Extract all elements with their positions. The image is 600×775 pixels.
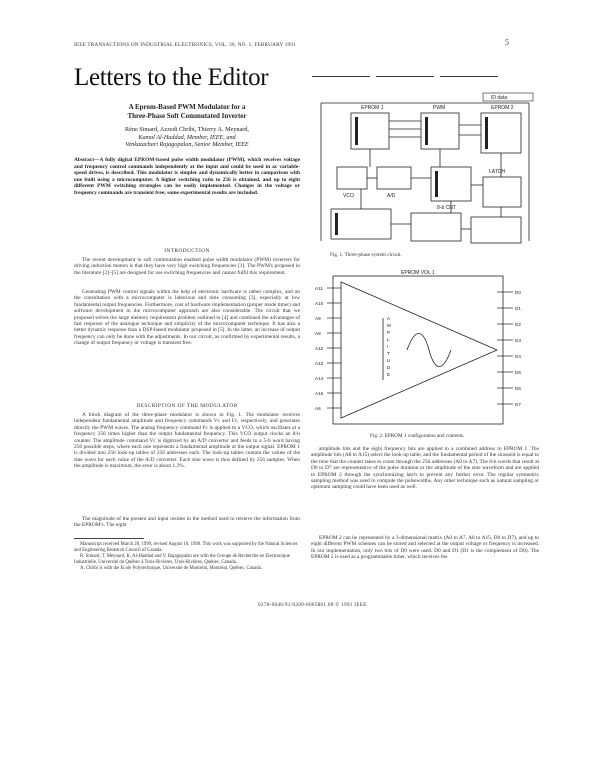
footnote-rule: [74, 538, 144, 539]
copyright-code: 0278-0046/91/0200-0005$01.00 © 1991 IEEE: [258, 602, 367, 608]
description-paragraph: The magnitude of the present and input resides in the method used to retrieve the information from the EPROM's. The eight: [74, 516, 300, 529]
author-line: Réne Simard, Azzedi Chribi, Thierry A. Meynard,: [125, 126, 249, 133]
fig2-input-label: A14: [315, 376, 324, 381]
description-paragraph: A block diagram of the three-phase modulator is shown in Fig. 1. The modulator receives independent fundamental amplitude and frequency commands Vc and Fc, respectively, and generates directly the PWM waves. The analog frequency command Fc is applied to a VCO, which oscillates at a frequency 256 times higher than the output fundamental frequency. This VCO output clocks an 8-b counter. The amplitude command Vc is digitized by an A/D converter and feeds to a 5-b word having 256 possible steps, where each one represents a fundamental amplitude at the output signal. EPROM 1 is divided into 256 look-up tables of 256 addresses each. The look-up tables contain the values of the sine wave for each value of the A/D converter. Each sine wave is thus defined by 256 samples. When the amplitude is maximum, the error is about 1.2%.: [74, 412, 300, 470]
fig2-output-label: D3: [515, 338, 521, 343]
fig2-input-label: A9: [315, 316, 321, 321]
paper-title-line: A Eprom-Based PWM Modulator for a: [128, 103, 246, 111]
fig2-inner-label: I: [387, 344, 389, 349]
footnote: R. Simard, T. Meynard, K. Al-Haddad and V. Rajagopalan are with the Groupe de Recherche en Electronique Industrielle, Université du Québec à Trois-Rivières, Trois-Rivières, Québec, Canada.: [74, 554, 290, 565]
eprom-outline: [333, 276, 503, 424]
output-block: [411, 213, 461, 241]
fig2-output-label: D5: [515, 370, 521, 375]
fig2-output-label: D0: [515, 290, 521, 295]
adc-block: [377, 167, 411, 189]
fig2-inner-label: T: [387, 351, 390, 356]
fig2-input-label: A8: [315, 331, 321, 336]
fig2-inner-label: P: [387, 330, 391, 335]
fig1-label-pwm: PWM: [433, 105, 446, 111]
fig2-output-label: D1: [515, 306, 521, 311]
fig2-inner-label: E: [387, 372, 391, 377]
right-column-paragraph: amplitude bits and the eight frequency bits are applied to a combined address to EPROM 1. The amplitude bits (A8 to A15) select the look-up table, and the fundamental period of the sinusoid is equal to the time that the counter takes to count through the 256 addresses (A0 to A7). The 8-b words that result at D0 to D7 are representative of the pulse duration or the amplitude of the sine waveform and are applied to EPROM 2 through the synchronizing latch to prevent any further error. The regular symmetric sampling method was used to compute the pulsewidths. Any other technique such as natural sampling or optimum sampling could have been used as well.: [311, 446, 540, 491]
title-rule: [376, 76, 434, 77]
fig2-block-label: EPROM VOL 1: [401, 270, 435, 276]
right-column-paragraph: EPROM 2 can be represented by a 3-dimensional matrix (A0 to A7, A8 to A15, D0 to D7), and up to eight different PWM schemes can be stored and selected at the output voltage or frequency is increased. In our implementation, only two bits of D0 were used. D0 and D1 (D1 is the complement of D0). The EPROM 2 is used as a programmable timer, which receives the: [311, 535, 539, 561]
running-head: IEEE TRANSACTIONS ON INDUSTRIAL ELECTRONICS, VOL. 38, NO. 1, FEBRUARY 1991: [74, 42, 296, 48]
introduction-heading: INTRODUCTION: [164, 248, 210, 254]
title-rule: [312, 76, 370, 77]
fig2-inner-label: M: [387, 323, 391, 328]
bus-block: [331, 209, 391, 239]
page-number: 5: [505, 38, 509, 47]
eprom-triangle: [341, 282, 497, 418]
fig1-label-counter: 8-b CNT: [437, 205, 456, 211]
figure-1-block-diagram: [311, 91, 539, 251]
fig2-input-label: A13: [315, 361, 324, 366]
fig2-inner-label: U: [387, 358, 391, 363]
fig1-label-eprom-1: EPROM 1: [361, 105, 384, 111]
fig2-input-label: A12: [315, 346, 324, 351]
footnote: A. Chribi is with the Ecole Polytechnique, Université de Montréal, Montréal, Québec, Canada.: [80, 566, 262, 572]
fig2-input-label: A6: [315, 406, 321, 411]
vco-block: [337, 167, 367, 189]
fig2-output-label: D4: [515, 354, 521, 359]
fig1-label-latch: LATCH: [489, 169, 506, 175]
figure-2-caption: Fig. 2. EPROM 1 configuration and contents.: [370, 433, 465, 439]
fig2-output-label: D6: [515, 386, 521, 391]
fig2-output-label: D7: [515, 402, 521, 407]
fig1-label-eprom-2: EPROM 2: [491, 105, 514, 111]
fig2-output-label: D2: [515, 322, 521, 327]
fig1-label-vco: VCO: [343, 193, 354, 199]
fig2-inner-label: A: [387, 316, 391, 321]
fig2-inner-label: L: [387, 337, 390, 342]
figure-1-caption: Fig. 1. Three-phase system circuit.: [330, 252, 402, 258]
paper-title: [74, 103, 300, 120]
introduction-paragraph: Generating PWM control signals within the help of electronic hardware is rather complex, and on the consultation with a microcomputer is laborious and time consuming [3], especially at low fundamental output frequencies. Furthermore, cost of hardware implementation (proper mode timer) and software development in the microcomputer approach are also considerable. The circuit that we proposed solves the large memory requirement problem outlined in [4] and combined the advantages of fast response of the analogue technique and simplicity of the microcomputer technique. It has also a better dynamic response than a DSP-based modulator proposed in [5]. In the latter, an increase of output frequency can only be done with the adjustments. In our circuit, as confirmed by experimental results, a change of output frequency or voltage is transient free.: [74, 289, 300, 347]
fig2-input-label: A10: [315, 301, 324, 306]
fig1-label-adc: A/D: [387, 193, 396, 199]
author-line: Venkatachari Rajagopalan, Senior Member, IEEE: [125, 141, 249, 149]
figure-2-eprom-diagram: [311, 268, 539, 428]
abstract: Abstract—A fully digital EPROM-based pulse width modulator (PWM), which receives voltage and frequency control commands independently at the input and could be used in ac variable-speed drives, is described. This modulator is simpler and dynamically better in comparison with one built using a microcomputer. A higher switching ratio to 256 is obtained, and up to eight different PWM switching strategies can be easily implemented. Changes in the voltage or frequency commands are transient free; some experimental results are included.: [74, 157, 300, 196]
title-rule: [440, 76, 498, 77]
section-title: Letters to the Editor: [74, 64, 269, 91]
footnote: Manuscript received March 28, 1990; revised August 10, 1990. This work was supported by the Natural Sciences and Engineering Research Council of Canada.: [74, 542, 298, 553]
sine-wave: [407, 334, 451, 367]
paper-title-line: Three-Phase Soft Commutated Inverter: [127, 111, 247, 120]
author-line: Kamal Al-Haddad, Member, IEEE, and: [138, 133, 236, 141]
author-list: [74, 126, 300, 149]
driver-block: [471, 217, 521, 243]
fig2-input-label: A15: [315, 391, 324, 396]
introduction-paragraph: The recent development in soft commutation enabled pulse width modulator (PWM) inverters for driving induction motors is that they have very high switching frequencies [1]. The PWM's proposed in the literature [2]–[5] are designed for use switching frequencies and cannot fulfil this requirement.: [74, 257, 300, 276]
fig2-input-label: A11: [315, 286, 323, 291]
fig2-inner-label: D: [387, 365, 391, 370]
description-heading: DESCRIPTION OF THE MODULATOR: [136, 403, 238, 409]
latch-block: [483, 177, 521, 207]
fig1-label-ibus: ID data: [491, 95, 508, 101]
footnotes: [74, 542, 300, 573]
